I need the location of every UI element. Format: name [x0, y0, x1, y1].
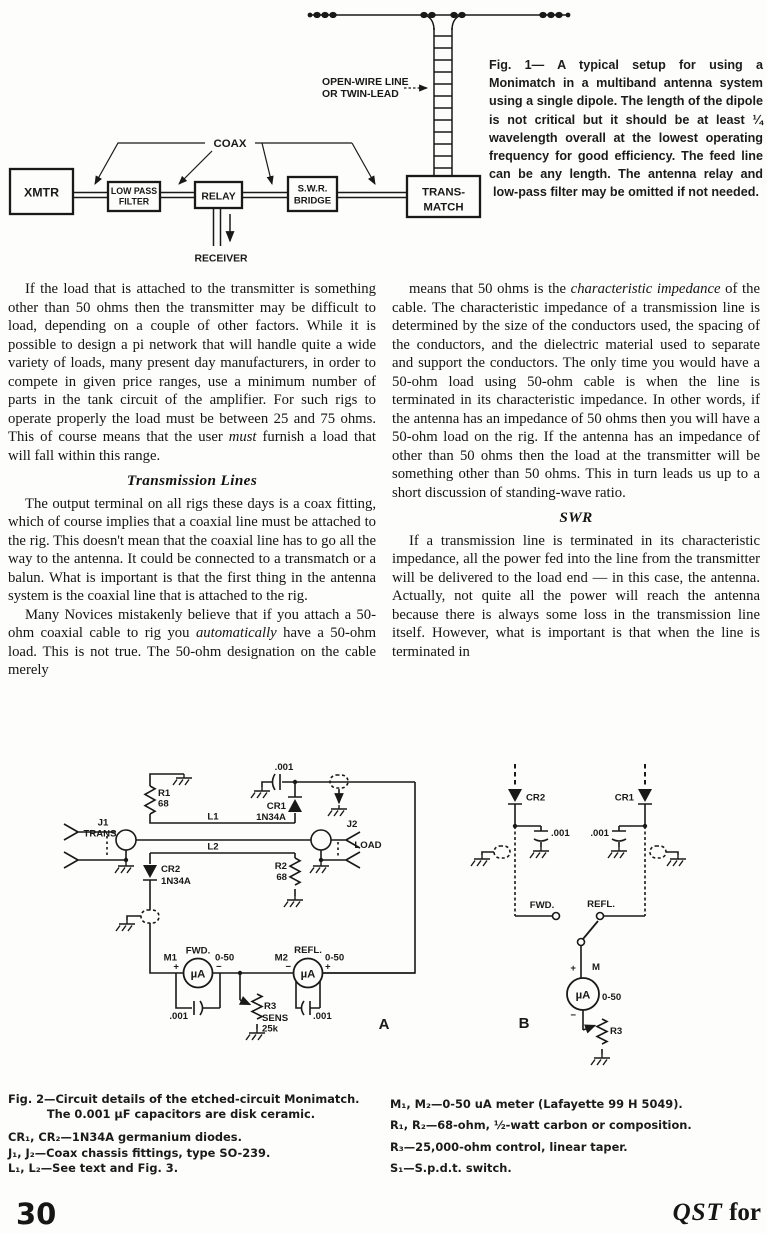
- receiver-feed: [214, 208, 231, 246]
- section-heading-transmission-lines: Transmission Lines: [126, 472, 258, 489]
- parts-list-item: CR₁, CR₂—1N34A germanium diodes.: [8, 1130, 242, 1144]
- b-meter-minus: −: [570, 1010, 576, 1021]
- parts-list-item: R₃—25,000-ohm control, linear taper.: [390, 1139, 628, 1154]
- switch-pole-terminal: [578, 939, 585, 946]
- potentiometer-r3: [252, 994, 262, 1029]
- r3-sens-label: SENS: [262, 1013, 289, 1024]
- b-cap2-value: .001: [590, 828, 609, 839]
- fig2-caption-right: [390, 1094, 763, 1180]
- b-r3-label: R3: [610, 1026, 623, 1037]
- diode-cr2-icon: [508, 789, 522, 802]
- b-refl-label: REFL.: [587, 899, 615, 910]
- swr-bridge-label-line1: S.W.R.: [297, 183, 328, 195]
- footer-suffix: for: [722, 1199, 761, 1226]
- b-meter-label: M: [592, 962, 600, 973]
- b-cr1-label: CR1: [614, 792, 634, 804]
- m1-fwd-label: FWD.: [185, 945, 211, 957]
- b-meter-plus: +: [570, 963, 576, 974]
- m2-ua-label: µA: [300, 968, 316, 981]
- cr2-type: 1N34A: [161, 876, 191, 887]
- spdt-switch-s1: [583, 921, 598, 939]
- j1-coax-fitting: [116, 830, 136, 850]
- lpf-label-line2: FILTER: [118, 196, 150, 207]
- open-wire-label-line2: OR TWIN-LEAD: [322, 89, 399, 100]
- coax-label: COAX: [213, 138, 247, 150]
- parts-list-item: L₁, L₂—See text and Fig. 3.: [8, 1161, 179, 1176]
- transmatch-label-line2: MATCH: [423, 201, 464, 214]
- ladder-line: [434, 36, 452, 168]
- paragraph: means that 50 ohms is the characteristic impedance of the cable. The characteristic impedance of a transmission line is determined by the size of the conductors used, the spacing of the conductors, and the dielectric material used to separate and support the conductors. The only time you would have a 50-ohm load using 50-ohm cable is when the line is terminated in its characteristic impedance. In other words, if the antenna has an impedance of 50 ohms then you will have a 50-ohm load on the rig. If the antenna has an impedance of other than 50 ohms then the load at the transmitter will be something other than 50 ohms. This in turn leads us up to a short discussion of standing-wave ratio.: [392, 281, 760, 501]
- m1-ua-label: µA: [190, 968, 206, 981]
- open-wire-label-line1: OPEN-WIRE LINE: [322, 77, 409, 88]
- m2-label: M2: [274, 952, 288, 964]
- j2-load-label: LOAD: [354, 840, 382, 851]
- cr2-label: CR2: [161, 864, 181, 875]
- j1-label: J1: [97, 817, 109, 829]
- r3-label: R3: [264, 1001, 277, 1012]
- lpf-label-line1: LOW PASS: [110, 186, 158, 196]
- fig2-caption-left: [8, 1092, 380, 1177]
- receiver-label: RECEIVER: [194, 253, 248, 265]
- coupling-link-icon: [141, 910, 159, 923]
- paragraph: If a transmission line is terminated in its characteristic impedance, all the power fed into the line from the transmitter will be delivered to the load end — in this case, the antenna. Actually, not quite all the power will reach the antenna because there is always some loss in the transmission line itself. However, what is important is that when the line is terminated in: [392, 532, 760, 660]
- m2-range-label: 0-50: [325, 952, 345, 964]
- parts-list-item: S₁—S.p.d.t. switch.: [390, 1161, 512, 1176]
- article-column-left: [8, 280, 376, 680]
- circuit-a-wiring: [64, 774, 415, 1029]
- cap-value: .001: [274, 762, 294, 773]
- fig1-caption: Fig. 1— A typical setup for using a Monimatch in a multiband antenna system using a single dipole. The length of the dipole is not critical but it should be at least ¼ wavelength overall at the lowest operating frequency for good efficiency. The feed line can be any length. The antenna relay and low-pass filter may be omitted if not needed.: [489, 58, 763, 200]
- relay-label: RELAY: [201, 191, 236, 203]
- j2-label: J2: [346, 819, 358, 830]
- m1-plus: +: [173, 961, 179, 973]
- xmtr-label: XMTR: [23, 185, 60, 200]
- section-heading-swr: SWR: [559, 509, 593, 526]
- l1-label: L1: [207, 811, 219, 823]
- potentiometer-r3b: [597, 1019, 607, 1054]
- fig2-caption-line2: The 0.001 µF capacitors are disk ceramic.: [46, 1107, 316, 1121]
- resistor-r1: [145, 786, 155, 814]
- m2-cap-value: .001: [313, 1011, 332, 1022]
- m2-plus: +: [325, 961, 331, 973]
- m2-refl-label: REFL.: [294, 945, 322, 956]
- cr1-type: 1N34A: [256, 812, 286, 823]
- fig2-monimatch-schematic: [0, 758, 767, 1090]
- fig2-caption-line1: Fig. 2—Circuit details of the etched-circuit Monimatch.: [8, 1092, 360, 1106]
- coupling-link-icon: [650, 846, 666, 858]
- parts-list-item: M₁, M₂—0-50 uA meter (Lafayette 99 H 5049).: [390, 1097, 683, 1111]
- r1-value: 68: [158, 798, 169, 810]
- refl-terminal: [597, 913, 604, 920]
- fwd-terminal: [553, 913, 560, 920]
- b-cap1-value: .001: [551, 828, 570, 839]
- diode-cr2-icon: [143, 865, 157, 878]
- m1-cap-value: .001: [169, 1011, 188, 1022]
- article-body: [8, 280, 760, 680]
- circuit-a-label: A: [378, 1016, 390, 1033]
- diode-cr1-icon: [638, 789, 652, 802]
- m2-minus: −: [285, 961, 291, 973]
- circuit-b-label: B: [518, 1015, 530, 1032]
- article-column-right: [392, 280, 760, 680]
- b-meter-range: 0-50: [602, 992, 622, 1003]
- b-fwd-label: FWD.: [529, 900, 555, 911]
- parts-list-item: R₁, R₂—68-ohm, ½-watt carbon or composition.: [390, 1118, 692, 1133]
- b-cr2-label: CR2: [526, 792, 546, 804]
- diode-cr1-icon: [288, 799, 302, 812]
- m1-label: M1: [163, 952, 177, 964]
- coupling-link-icon: [494, 846, 510, 858]
- paragraph: Many Novices mistakenly believe that if you attach a 50-ohm coaxial cable to rig you automatically have a 50-ohm load. This is not true. The 50-ohm designation on the cable merely: [8, 606, 376, 678]
- m1-range-label: 0-50: [215, 952, 235, 964]
- page-number: 30: [16, 1197, 57, 1231]
- paragraph: If the load that is attached to the transmitter is something other than 50 ohms then the transmitter may be difficult to load, depending on a couple of other factors. While it is possible to design a pi network that will handle quite a wide variety of loads, many present day manufacturers, in order to compete in given price ranges, use a minimum number of parts in the tank circuit of the amplifier. For such rigs to operate properly the load must be between 25 and 75 ohms. This of course means that the user must furnish a load that will fall within this range.: [8, 281, 376, 464]
- b-meter-ua: µA: [575, 989, 591, 1002]
- r2-value: 68: [276, 872, 287, 883]
- paragraph: The output terminal on all rigs these days is a coax fitting, which of course implies that a coaxial line must be attached to the rig. This doesn't mean that the coaxial line has to go all the way to the antenna. It could be connected to a transmatch or a balun. What is important is that the first thing in the antenna system is the coaxial line that is attached to the rig.: [8, 495, 376, 604]
- j2-coax-fitting: [311, 830, 331, 850]
- cr1-label: CR1: [266, 801, 286, 812]
- r1-label: R1: [158, 788, 171, 799]
- resistor-r2: [290, 858, 300, 896]
- r2-label: R2: [274, 861, 287, 872]
- transmatch-label-line1: TRANS-: [421, 186, 466, 199]
- l2-label: L2: [207, 841, 219, 853]
- j1-trans-label: TRANS: [83, 828, 117, 840]
- m1-minus: −: [216, 961, 222, 973]
- magazine-title: QST: [672, 1199, 723, 1226]
- parts-list-item: J₁, J₂—Coax chassis fittings, type SO-239.: [8, 1145, 271, 1160]
- r3-value: 25k: [262, 1023, 279, 1035]
- running-footer: [673, 1199, 761, 1227]
- swr-bridge-label-line2: BRIDGE: [293, 195, 332, 207]
